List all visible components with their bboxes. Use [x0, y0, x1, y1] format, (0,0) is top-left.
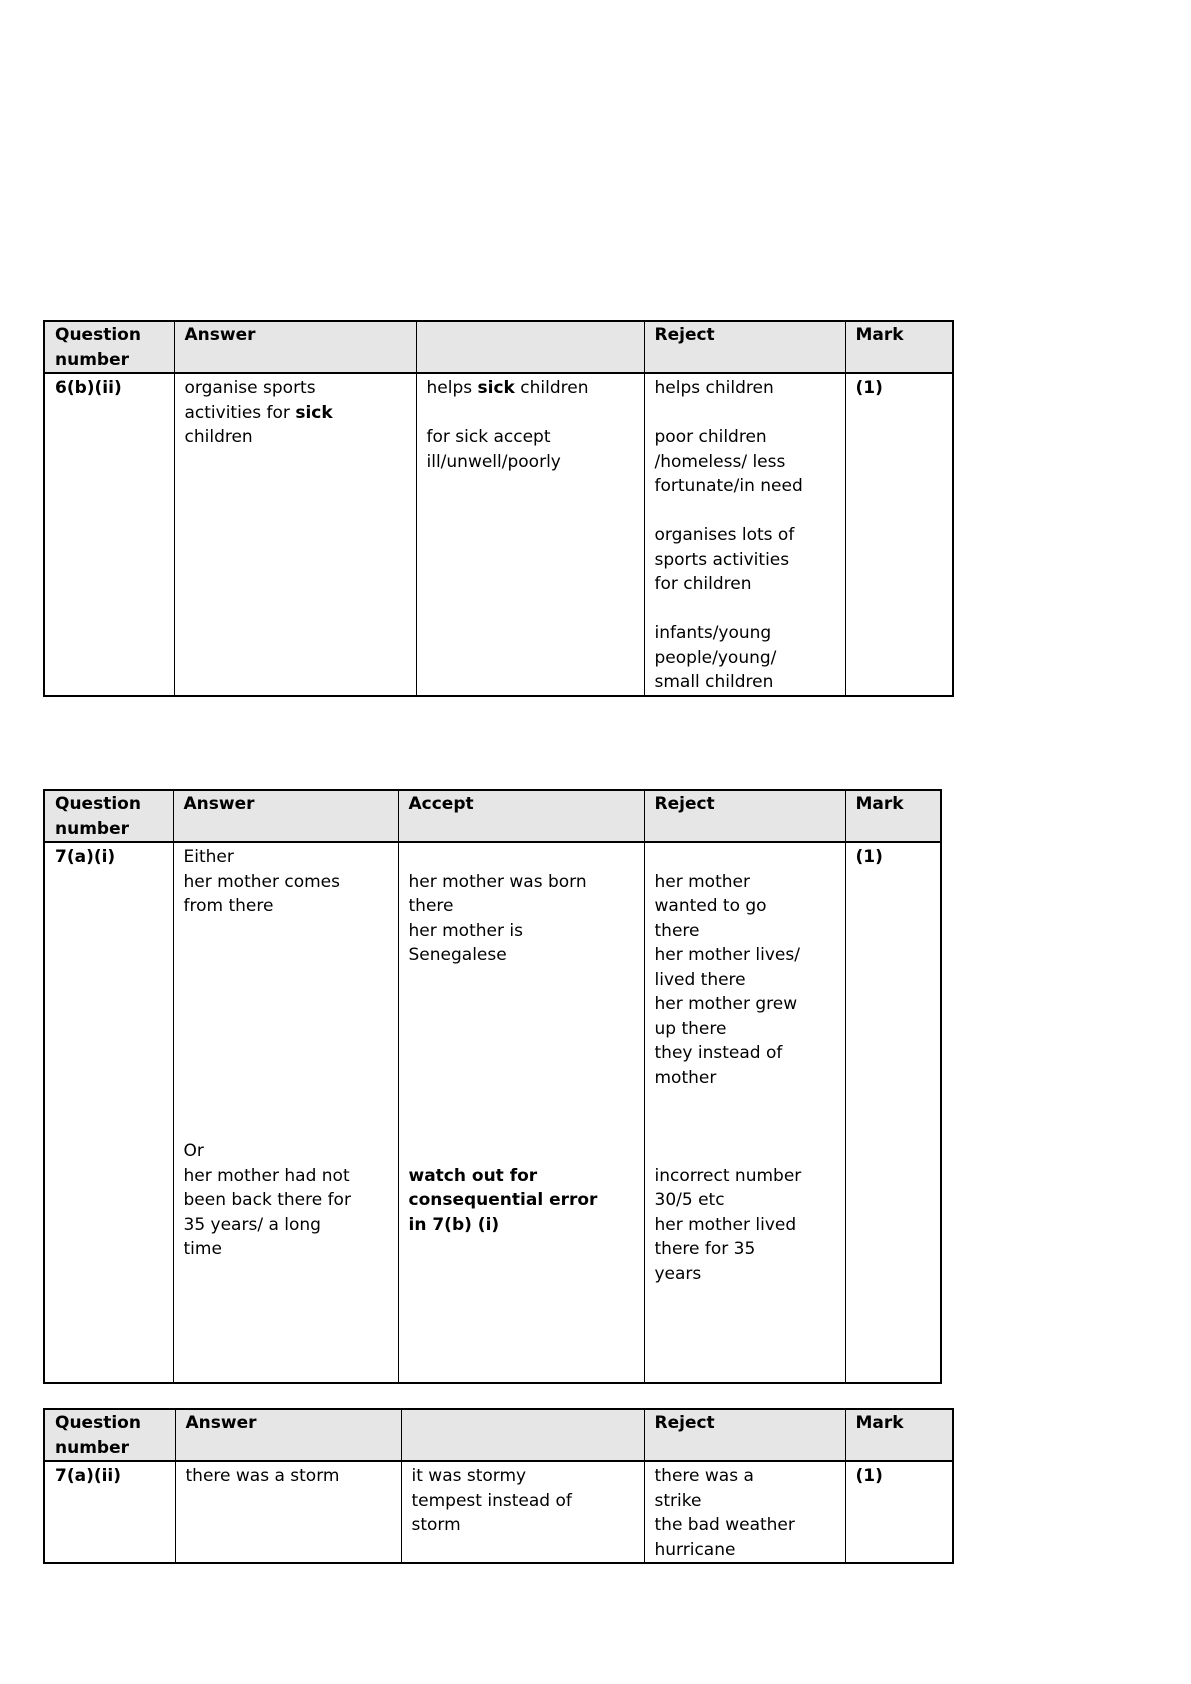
text-line: [655, 1513, 835, 1538]
text-line: [55, 845, 163, 870]
header-row: [44, 321, 953, 373]
text: tempest instead of: [411, 1490, 572, 1511]
text: storm: [411, 1515, 461, 1535]
text-line: [655, 572, 835, 597]
text-line: [655, 845, 835, 870]
text: mother: [654, 1067, 717, 1088]
text-line: [655, 919, 835, 944]
text-line: [409, 1017, 634, 1042]
text-line: [409, 870, 634, 895]
text: her mother is: [408, 920, 523, 941]
bold-text: in 7(b) (i): [408, 1214, 500, 1235]
text: her mother lived: [654, 1214, 797, 1235]
text: there was a: [654, 1466, 754, 1486]
text: children: [184, 427, 253, 447]
text-line: [409, 1090, 634, 1115]
text-line: [427, 425, 634, 450]
text: the bad weather: [654, 1515, 795, 1535]
text-line: [184, 1017, 388, 1042]
text-line: [655, 1041, 835, 1066]
text: ill/unwell/poorly: [426, 451, 561, 472]
text: it was stormy: [411, 1466, 527, 1486]
bold-text: 6(b)(ii): [55, 378, 122, 398]
header-reject: Reject: [644, 321, 845, 373]
text-line: [655, 943, 835, 968]
text-line: [856, 1464, 943, 1489]
text-line: [184, 1041, 388, 1066]
text-line: [655, 1164, 835, 1189]
text-line: [655, 425, 835, 450]
text-line: [655, 1115, 835, 1140]
cell-accept: [416, 373, 644, 696]
cell-answer: [173, 842, 398, 1383]
text-line: [184, 1213, 388, 1238]
header-accept: Accept: [398, 790, 644, 842]
text-line: [184, 1115, 388, 1140]
table-row: [44, 1461, 953, 1563]
text-line: [655, 499, 835, 524]
bold-text: (1): [855, 847, 883, 867]
text-line: [186, 1464, 391, 1489]
cell-reject: [644, 842, 845, 1383]
text: children: [514, 378, 589, 398]
text-line: [409, 845, 634, 870]
text-line: [655, 621, 835, 646]
header-mark: Mark: [845, 1409, 953, 1461]
text-line: [655, 1066, 835, 1091]
header-question-number: Question number: [44, 1409, 175, 1461]
header-mark: Mark: [845, 790, 941, 842]
text: Or: [183, 1141, 204, 1161]
text: poor children: [654, 427, 767, 447]
text-line: [655, 1262, 835, 1287]
text: up there: [654, 1018, 727, 1039]
text-line: [655, 1090, 835, 1115]
text-line: [55, 376, 164, 401]
text: they instead of: [654, 1043, 783, 1063]
text-line: [184, 1139, 388, 1164]
text: helps: [426, 378, 478, 398]
text-line: [184, 1066, 388, 1091]
header-answer: Answer: [174, 321, 416, 373]
text-line: [184, 1188, 388, 1213]
text-line: [409, 894, 634, 919]
text-line: [427, 401, 634, 426]
text-line: [856, 845, 931, 870]
text: Senegalese: [408, 945, 507, 965]
text-line: [184, 943, 388, 968]
text: there for 35: [654, 1239, 756, 1259]
text-line: [185, 401, 406, 426]
text: lived there: [654, 969, 746, 990]
text: strike: [654, 1490, 702, 1511]
text-line: [412, 1513, 634, 1538]
text-line: [184, 968, 388, 993]
text: Either: [183, 847, 234, 867]
cell-answer: [174, 373, 416, 696]
cell-question-number: [44, 842, 173, 1383]
text-line: [655, 1139, 835, 1164]
text-line: [409, 943, 634, 968]
text: activities for: [184, 402, 296, 423]
text-line: [655, 1538, 835, 1563]
header-answer: Answer: [175, 1409, 401, 1461]
text-line: [655, 992, 835, 1017]
mark-scheme-table-7a-i: [43, 789, 942, 1384]
bold-text: watch out for: [408, 1165, 538, 1186]
text-line: [409, 1066, 634, 1091]
text-line: [409, 919, 634, 944]
text-line: [184, 845, 388, 870]
bold-text: consequential error: [408, 1190, 598, 1210]
bold-text: sick: [295, 402, 333, 423]
table-row: [44, 373, 953, 696]
text-line: [409, 992, 634, 1017]
text: small children: [654, 672, 774, 692]
cell-reject: [644, 1461, 845, 1563]
text-line: [655, 376, 835, 401]
text-line: [655, 1464, 835, 1489]
text: there: [408, 896, 454, 916]
text-line: [412, 1489, 634, 1514]
text-line: [184, 919, 388, 944]
header-question-number: Question number: [44, 321, 174, 373]
text-line: [427, 376, 634, 401]
text-line: [655, 523, 835, 548]
text-line: [856, 376, 943, 401]
text: fortunate/in need: [654, 476, 803, 496]
text-line: [655, 1017, 835, 1042]
text: incorrect number: [654, 1165, 802, 1186]
text-line: [655, 646, 835, 671]
text: there: [654, 920, 700, 941]
cell-mark: [845, 373, 953, 696]
text: her mother had not: [183, 1165, 350, 1186]
text: infants/young: [654, 623, 772, 643]
text: from there: [183, 896, 274, 916]
cell-accept: [398, 842, 644, 1383]
text-line: [655, 450, 835, 475]
text-line: [184, 894, 388, 919]
header-reject: Reject: [644, 790, 845, 842]
text-line: [427, 450, 634, 475]
cell-question-number: [44, 1461, 175, 1563]
header-accept: [416, 321, 644, 373]
text-line: [409, 1041, 634, 1066]
mark-scheme-table-6b-ii: [43, 320, 954, 697]
text-line: [412, 1464, 634, 1489]
text: organise sports: [184, 378, 316, 398]
header-mark: Mark: [845, 321, 953, 373]
text-line: [184, 992, 388, 1017]
header-row: [44, 790, 941, 842]
header-answer: Answer: [173, 790, 398, 842]
text-line: [184, 1237, 388, 1262]
text: people/young/: [654, 647, 777, 668]
text-line: [185, 425, 406, 450]
text-line: [655, 1213, 835, 1238]
text-line: [655, 870, 835, 895]
cell-reject: [644, 373, 845, 696]
text: organises lots of: [654, 525, 795, 545]
text: wanted to go: [654, 896, 767, 916]
text-line: [184, 1090, 388, 1115]
text: for sick accept: [426, 427, 551, 447]
text: 35 years/ a long: [183, 1214, 321, 1235]
bold-text: (1): [855, 378, 883, 398]
text-line: [655, 968, 835, 993]
text-line: [409, 1213, 634, 1238]
text-line: [655, 1188, 835, 1213]
text: her mother comes: [183, 871, 341, 892]
text: helps children: [654, 378, 774, 398]
text-line: [184, 870, 388, 895]
text: hurricane: [654, 1539, 736, 1560]
text-line: [185, 376, 406, 401]
text-line: [409, 1115, 634, 1140]
mark-scheme-table-7a-ii: [43, 1408, 954, 1564]
text-line: [55, 1464, 165, 1489]
text-line: [184, 1164, 388, 1189]
bold-text: (1): [855, 1466, 883, 1486]
text: for children: [654, 574, 752, 594]
cell-mark: [845, 842, 941, 1383]
text: been back there for: [183, 1190, 351, 1210]
text: /homeless/ less: [654, 451, 786, 472]
text: her mother was born: [408, 871, 587, 892]
cell-answer: [175, 1461, 401, 1563]
text: her mother grew: [654, 994, 798, 1014]
text-line: [655, 401, 835, 426]
text-line: [655, 1237, 835, 1262]
header-accept: [401, 1409, 644, 1461]
text-line: [655, 894, 835, 919]
header-question-number: Question number: [44, 790, 173, 842]
text: there was a storm: [185, 1466, 340, 1486]
bold-text: 7(a)(ii): [55, 1466, 122, 1486]
header-row: [44, 1409, 953, 1461]
text-line: [655, 597, 835, 622]
text: time: [183, 1239, 222, 1259]
text-line: [409, 1188, 634, 1213]
text-line: [655, 548, 835, 573]
text: her mother: [654, 871, 750, 892]
text-line: [655, 474, 835, 499]
table-row: [44, 842, 941, 1383]
text-line: [409, 1164, 634, 1189]
text: her mother lives/: [654, 945, 800, 965]
bold-text: 7(a)(i): [55, 847, 116, 867]
text-line: [409, 1139, 634, 1164]
cell-mark: [845, 1461, 953, 1563]
text: years: [654, 1263, 702, 1284]
text-line: [655, 670, 835, 695]
text: 30/5 etc: [654, 1190, 725, 1210]
text-line: [655, 1489, 835, 1514]
cell-question-number: [44, 373, 174, 696]
cell-accept: [401, 1461, 644, 1563]
bold-text: sick: [477, 378, 515, 398]
text-line: [409, 968, 634, 993]
text: sports activities: [654, 549, 790, 570]
header-reject: Reject: [644, 1409, 845, 1461]
